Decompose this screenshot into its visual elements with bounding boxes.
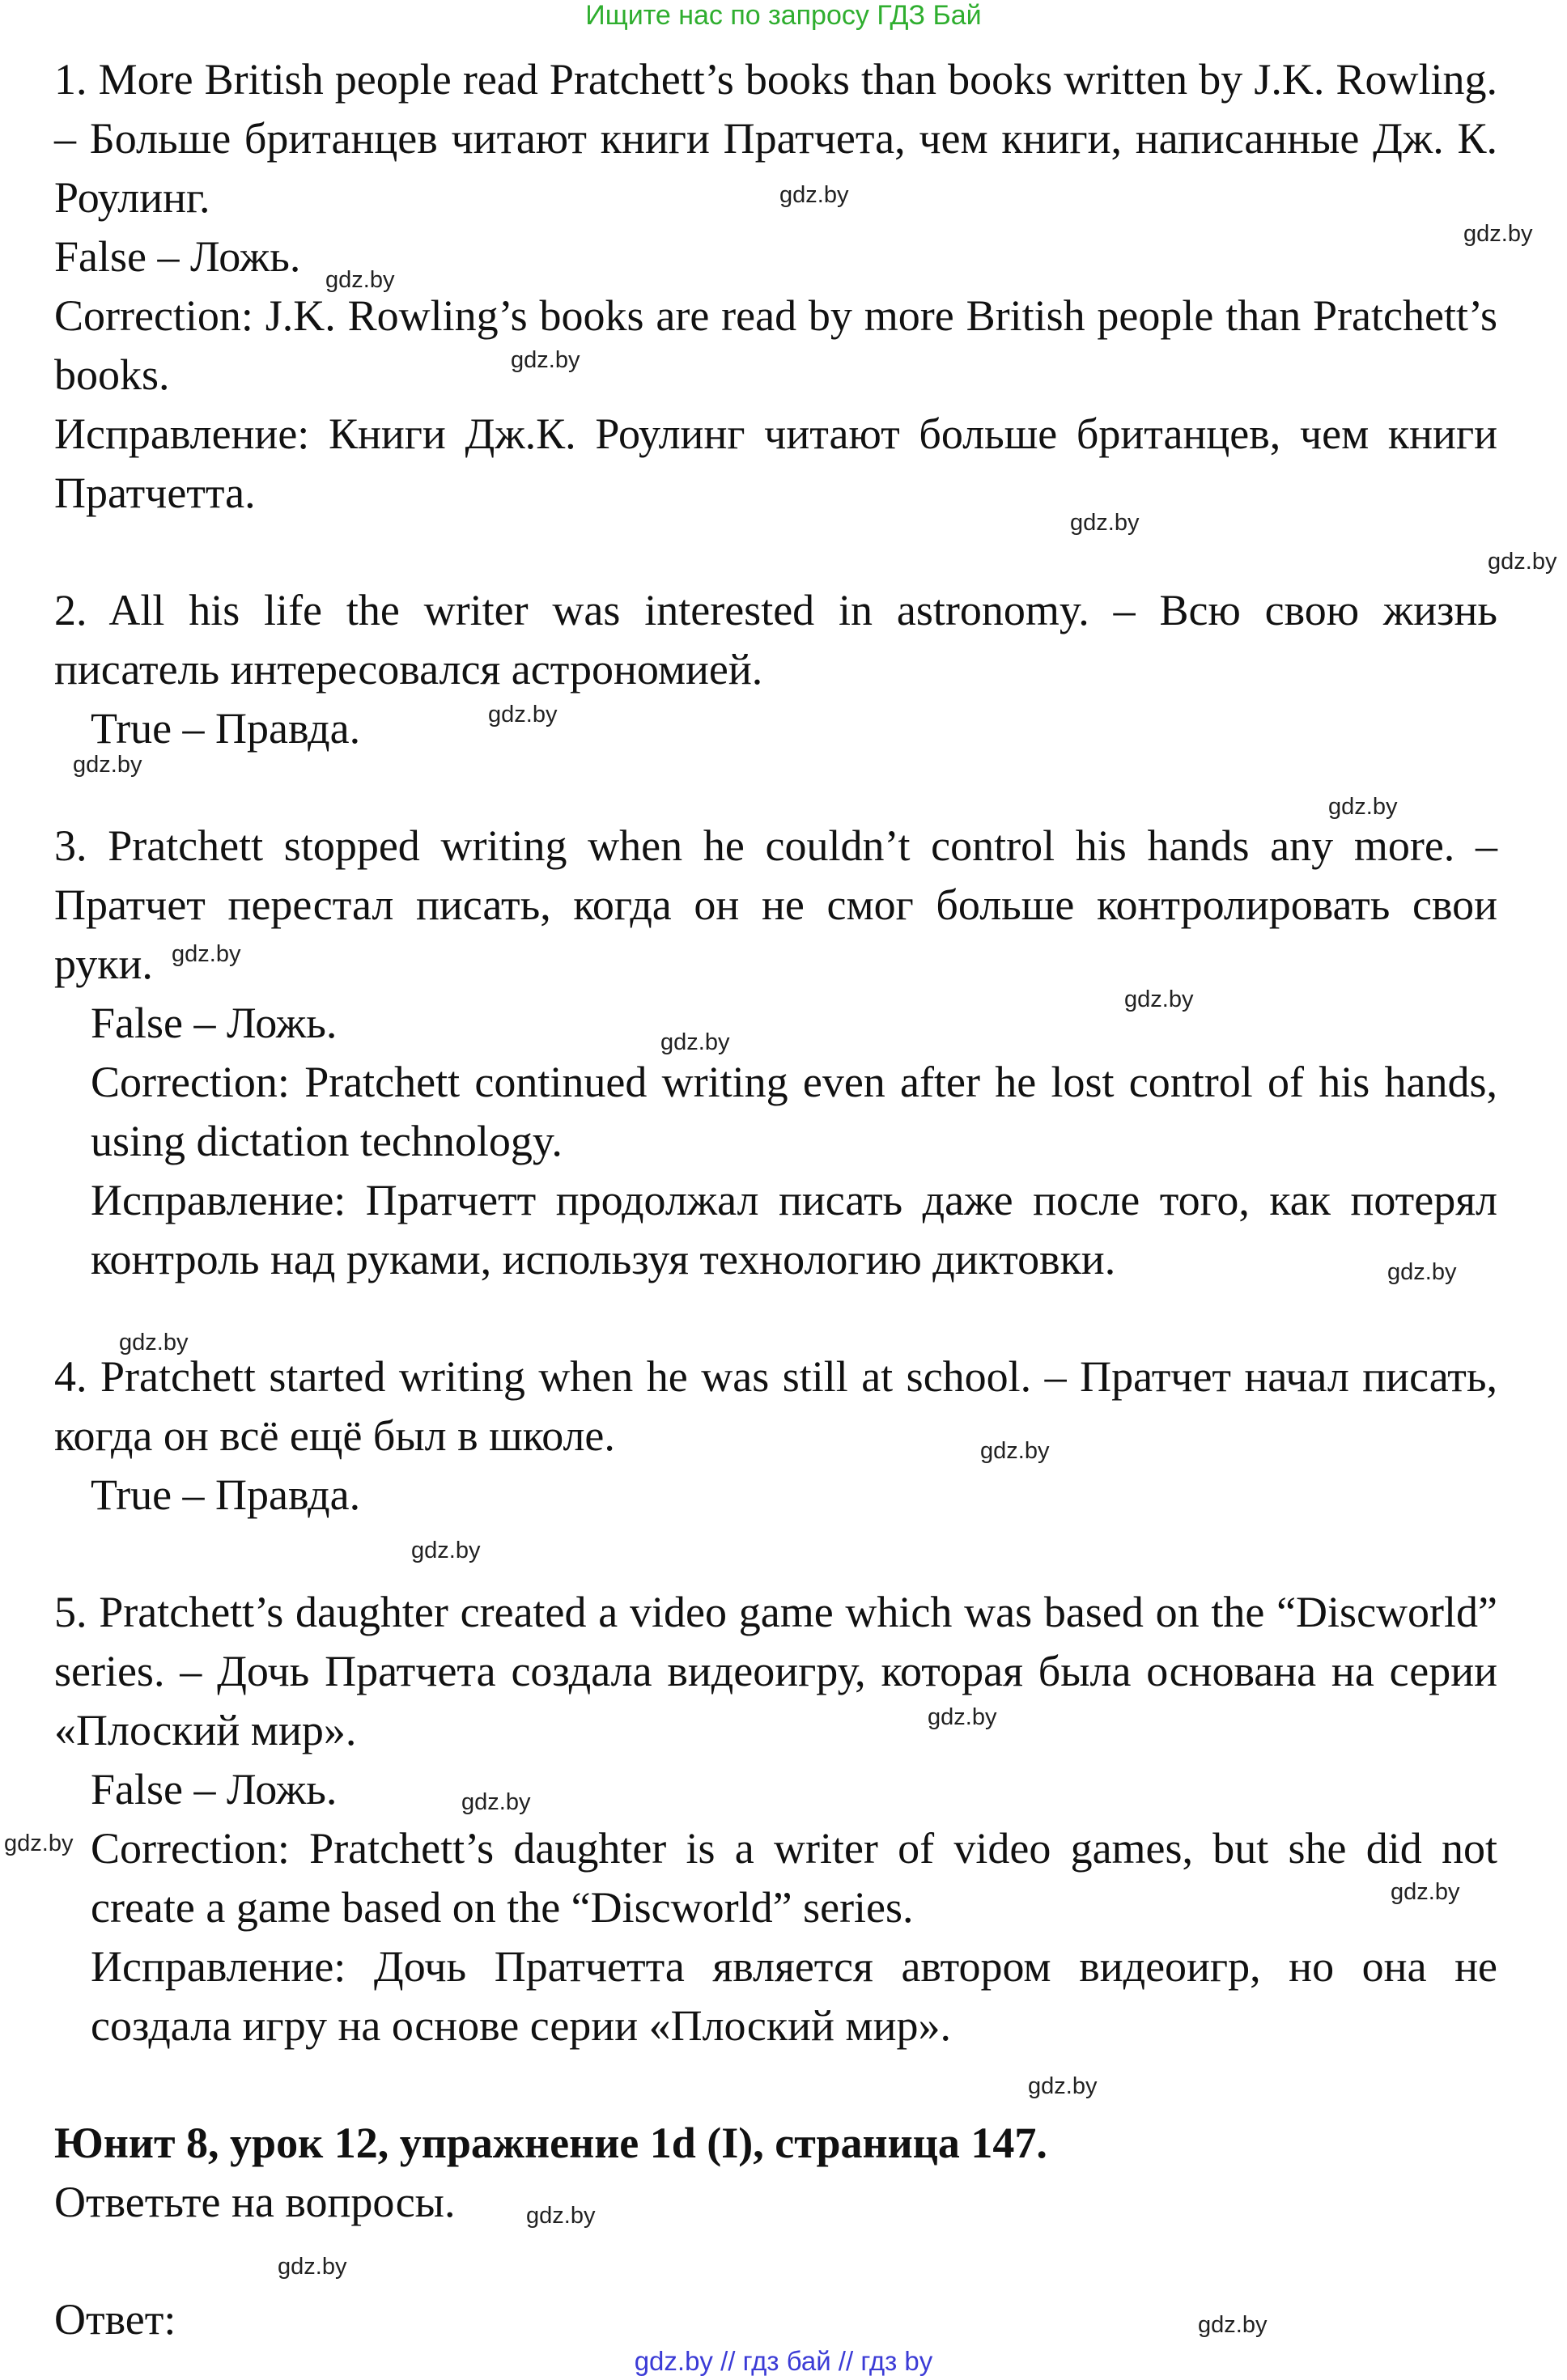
statement-2: 2. All his life the writer was interested in astronomy. – Всю свою жизнь писатель интересовался астрономией. (54, 586, 1497, 694)
site-banner[interactable]: Ищите нас по запросу ГДЗ Бай (585, 0, 982, 31)
watermark-text: gdz.by (1463, 221, 1533, 247)
watermark-text: gdz.by (1328, 794, 1398, 820)
watermark-text: gdz.by (488, 702, 558, 728)
watermark-text: gdz.by (779, 182, 849, 208)
watermark-text: gdz.by (119, 1330, 189, 1355)
watermark-text: gdz.by (526, 2203, 596, 2229)
footer-links[interactable]: gdz.by // гдз бай // гдз by (634, 2346, 933, 2376)
answer-label: Ответ: (54, 2295, 176, 2344)
correction-5: Correction: Pratchett’s daughter is a writer of video games, but she did not create a game based on the “Discworld” series. (91, 1824, 1497, 1932)
watermark-text: gdz.by (511, 347, 580, 373)
watermark-text: gdz.by (660, 1029, 730, 1055)
spacer (54, 1525, 1497, 1583)
watermark-text: gdz.by (4, 1831, 74, 1856)
watermark-text: gdz.by (1488, 549, 1557, 575)
verdict-2: True – Правда. (91, 704, 361, 753)
watermark-text: gdz.by (980, 1438, 1050, 1464)
translation-3: Исправление: Пратчетт продолжал писать даже после того, как потерял контроль над руками, используя технологию диктовки. (91, 1176, 1497, 1283)
watermark-text: gdz.by (461, 1789, 531, 1815)
watermark-text: gdz.by (1198, 2312, 1268, 2338)
watermark-text: gdz.by (1124, 986, 1194, 1012)
spacer (54, 2232, 1497, 2290)
statement-4: 4. Pratchett started writing when he was still at school. – Пратчет начал писать, когда он всё ещё был в школе. (54, 1352, 1497, 1460)
verdict-5: False – Ложь. (91, 1765, 338, 1814)
spacer (54, 758, 1497, 817)
watermark-text: gdz.by (73, 752, 142, 778)
watermark-text: gdz.by (1028, 2073, 1098, 2099)
statement-1: 1. More British people read Pratchett’s books than books written by J.K. Rowling. – Больше британцев читают книги Пратчета, чем книги, написанные Дж. К. Роулинг. (54, 55, 1497, 222)
watermark-text: gdz.by (411, 1538, 481, 1563)
verdict-4: True – Правда. (91, 1470, 361, 1519)
watermark-text: gdz.by (1070, 510, 1140, 536)
spacer (54, 2055, 1497, 2114)
watermark-text: gdz.by (325, 267, 395, 293)
watermark-text: gdz.by (172, 941, 241, 967)
document-body (54, 50, 1497, 2349)
spacer (54, 523, 1497, 581)
watermark-text: gdz.by (928, 1704, 997, 1730)
correction-1: Correction: J.K. Rowling’s books are read by more British people than Pratchett’s books. (54, 291, 1497, 399)
statement-5: 5. Pratchett’s daughter created a video game which was based on the “Discworld” series. – Дочь Пратчета создала видеоигру, которая была основана на серии «Плоский мир». (54, 1588, 1497, 1754)
translation-5: Исправление: Дочь Пратчетта является автором видеоигр, но она не создала игру на основе серии «Плоский мир». (91, 1942, 1497, 2050)
verdict-1: False – Ложь. (54, 232, 301, 281)
unit-heading: Юнит 8, урок 12, упражнение 1d (I), страница 147. (54, 2119, 1047, 2167)
unit-task: Ответьте на вопросы. (54, 2178, 456, 2226)
watermark-text: gdz.by (278, 2254, 347, 2280)
correction-3: Correction: Pratchett continued writing even after he lost control of his hands, using dictation technology. (91, 1058, 1497, 1165)
statement-3: 3. Pratchett stopped writing when he couldn’t control his hands any more. – Пратчет перестал писать, когда он не смог больше контролировать свои руки. (54, 821, 1497, 988)
verdict-3: False – Ложь. (91, 999, 338, 1047)
translation-1: Исправление: Книги Дж.К. Роулинг читают больше британцев, чем книги Пратчетта. (54, 409, 1497, 517)
watermark-text: gdz.by (1387, 1259, 1457, 1285)
spacer (54, 1289, 1497, 1347)
watermark-text: gdz.by (1391, 1879, 1460, 1905)
